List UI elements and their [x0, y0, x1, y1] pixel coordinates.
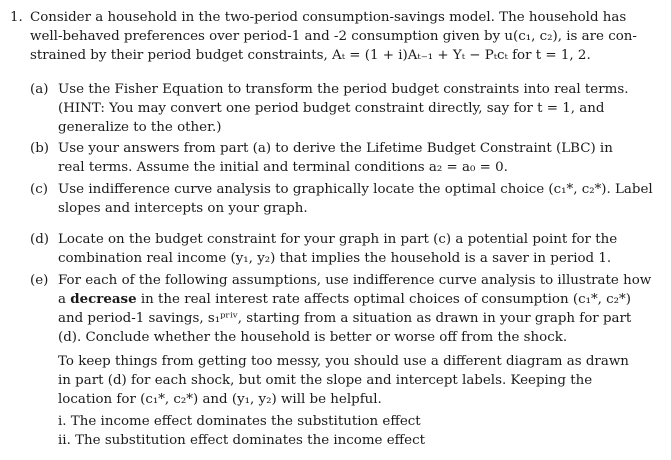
part-line: Use the Fisher Equation to transform the period budget constraints into real terms.: [58, 82, 629, 97]
part-text: [58, 139, 664, 177]
question-line: well-behaved preferences over period-1 and -2 consumption given by u(c₁, c₂), is are con-: [30, 29, 637, 44]
part-text: [58, 271, 664, 347]
part-label: (b): [30, 141, 50, 156]
part-line: and period-1 savings, s₁ᵖʳⁱᵛ, starting from a situation as drawn in your graph for part: [58, 311, 632, 326]
part-line: (HINT: You may convert one period budget constraint directly, say for t = 1, and: [58, 101, 605, 116]
part-line: For each of the following assumptions, use indifference curve analysis to illustrate how: [58, 273, 652, 288]
part-a: [30, 80, 664, 137]
paragraph-text: [58, 352, 664, 409]
question-text: [30, 8, 664, 65]
question-1: [10, 8, 664, 65]
part-line: Locate on the budget constraint for your graph in part (c) a potential point for the: [58, 232, 618, 247]
part-text: [58, 80, 664, 137]
part-e: [30, 271, 664, 347]
part-line: a decrease in the real interest rate affects optimal choices of consumption (c₁*, c₂*): [58, 291, 631, 307]
paragraph-line: To keep things from getting too messy, you should use a different diagram as drawn: [58, 354, 629, 369]
sub-item: i. The income effect dominates the substitution effect: [58, 414, 421, 429]
sub-item: ii. The substitution effect dominates the income effect: [58, 433, 425, 448]
part-line: combination real income (y₁, y₂) that implies the household is a saver in period 1.: [58, 251, 612, 266]
part-line: generalize to the other.): [58, 120, 222, 135]
part-text: [58, 230, 664, 268]
paragraph-line: in part (d) for each shock, but omit the slope and intercept labels. Keeping the: [58, 373, 593, 388]
part-text: [58, 180, 664, 218]
part-label: (d): [30, 232, 50, 247]
part-c: [30, 180, 664, 218]
question-line: strained by their period budget constraints, Aₜ = (1 + i)Aₜ₋₁ + Yₜ − Pₜcₜ for t = 1, 2.: [30, 48, 591, 63]
part-line: (d). Conclude whether the household is better or worse off from the shock.: [58, 330, 568, 345]
part-label: (e): [30, 273, 49, 288]
part-b: [30, 139, 664, 177]
part-label: (a): [30, 82, 49, 97]
sub-items: [58, 412, 658, 450]
part-line: Use indifference curve analysis to graphically locate the optimal choice (c₁*, c₂*). Label: [58, 182, 653, 197]
part-line: Use your answers from part (a) to derive the Lifetime Budget Constraint (LBC) in: [58, 141, 613, 156]
part-line: real terms. Assume the initial and terminal conditions a₂ = a₀ = 0.: [58, 160, 508, 175]
part-e-paragraph: [30, 352, 664, 409]
emphasis-decrease: decrease: [70, 291, 137, 307]
part-line: slopes and intercepts on your graph.: [58, 201, 308, 216]
question-line: Consider a household in the two-period consumption-savings model. The household has: [30, 10, 627, 25]
paragraph-line: location for (c₁*, c₂*) and (y₁, y₂) will be helpful.: [58, 392, 382, 407]
part-label: (c): [30, 182, 48, 197]
part-d: [30, 230, 664, 268]
question-number: 1.: [10, 10, 23, 25]
